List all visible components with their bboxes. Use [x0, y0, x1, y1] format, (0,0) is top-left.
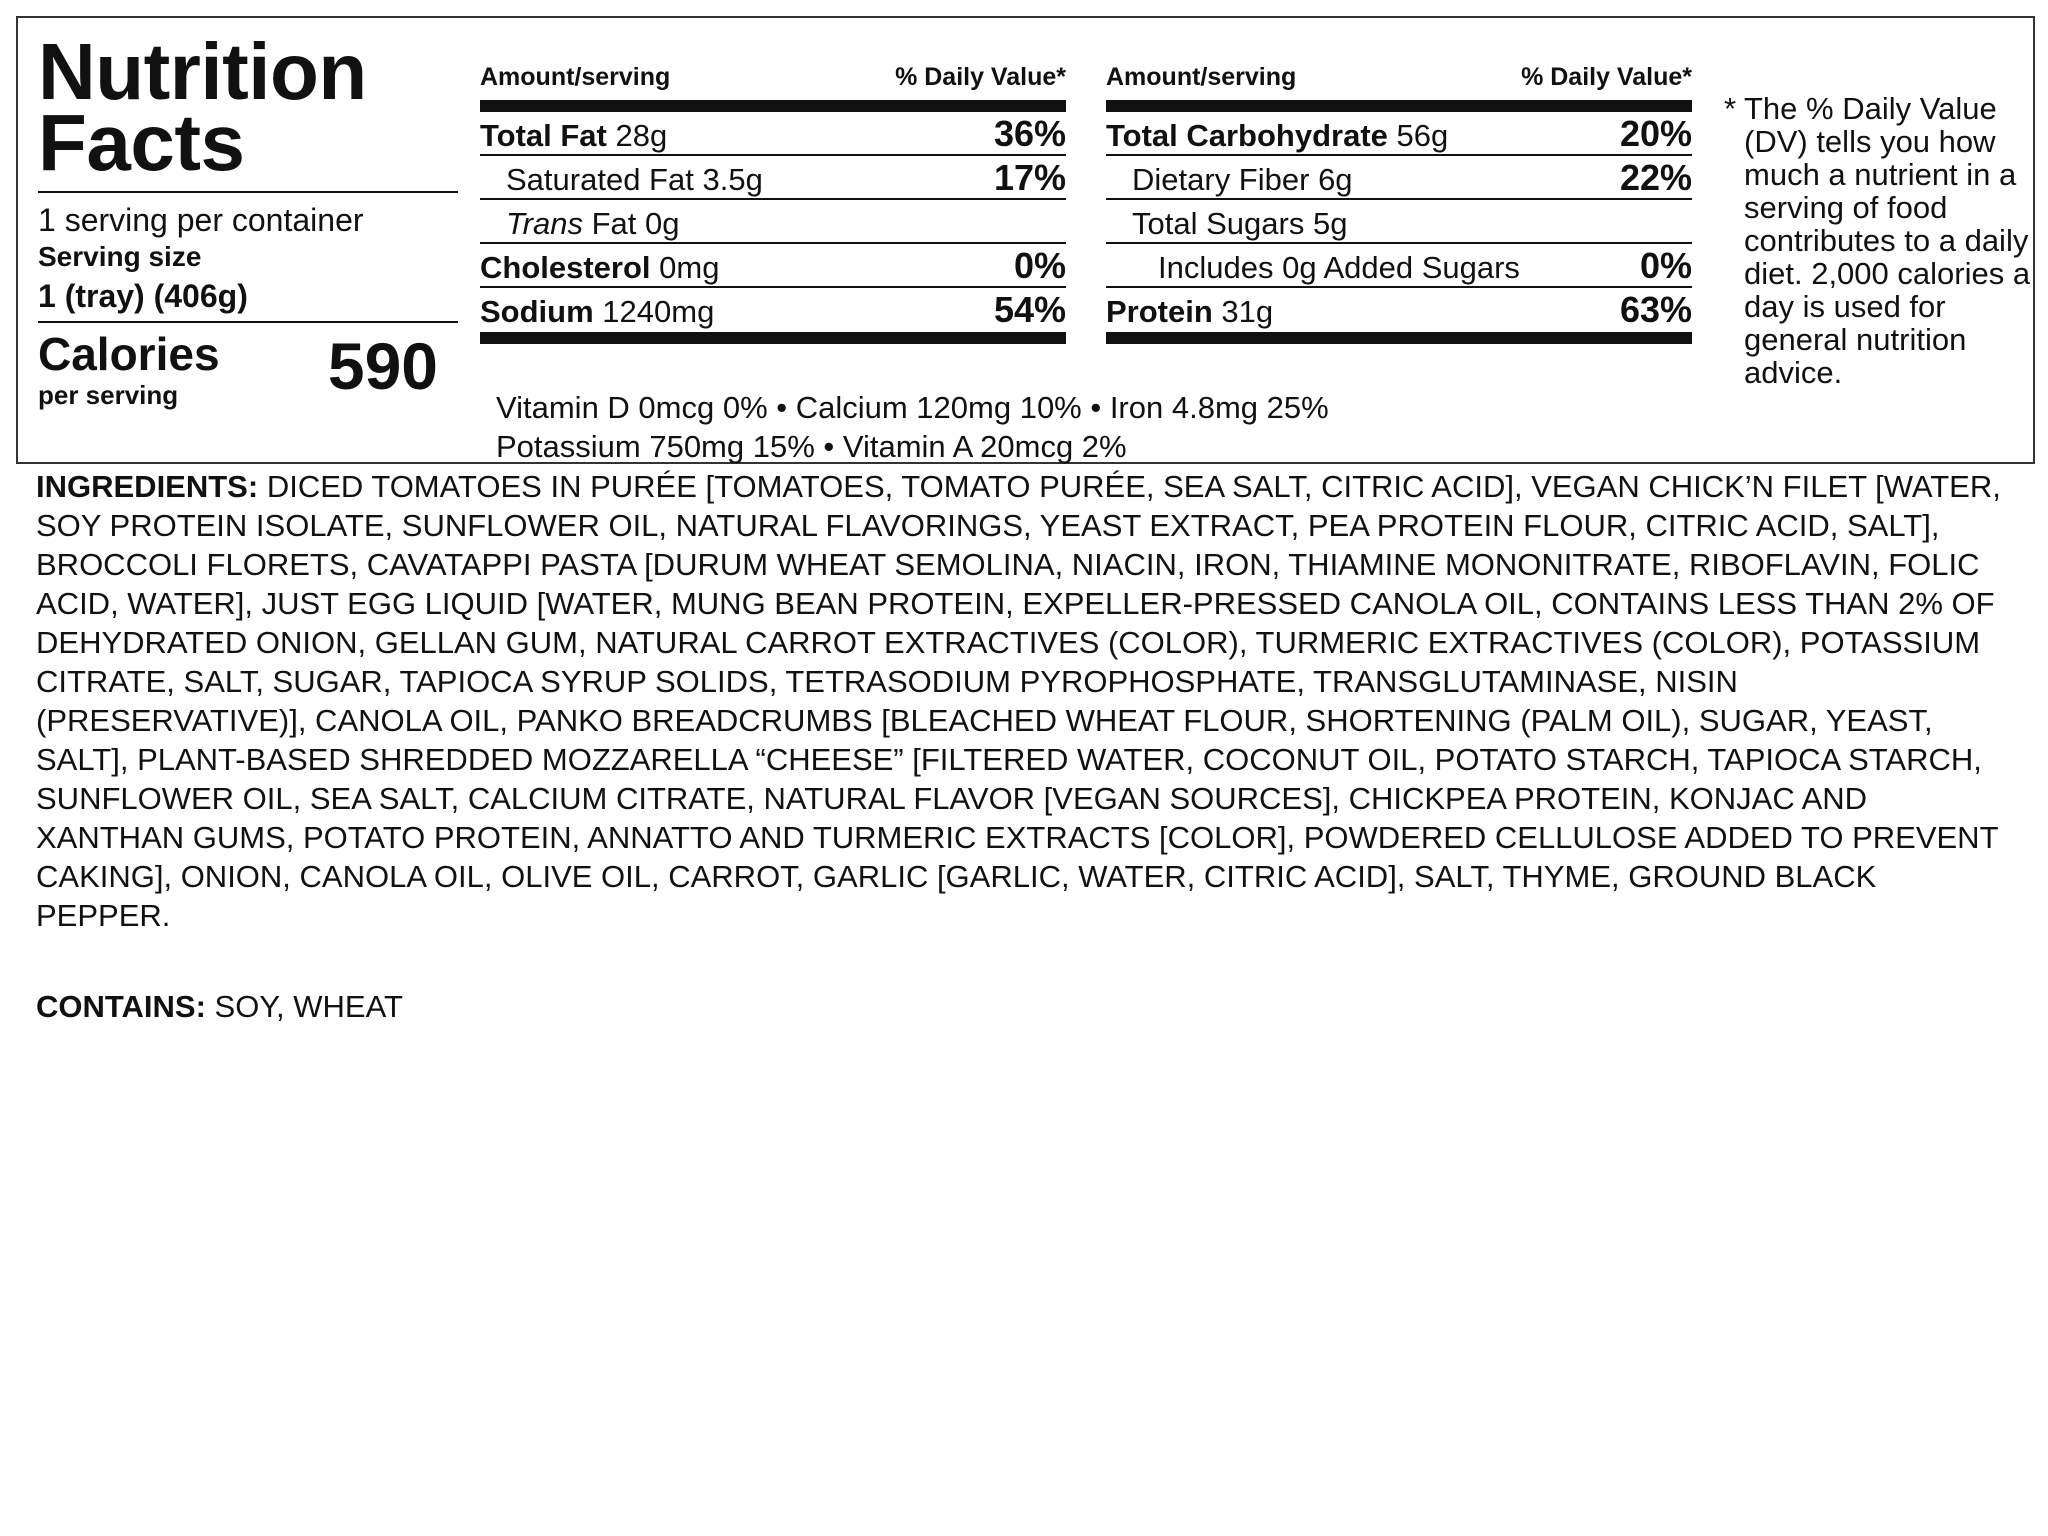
- thick-rule: [1106, 100, 1692, 112]
- contains-text: SOY, WHEAT: [214, 989, 403, 1024]
- vitamins-line-1: Vitamin D 0mcg 0% • Calcium 120mg 10% • Iron 4.8mg 25%: [496, 390, 1329, 425]
- nutrient-amount: 0mg: [659, 250, 720, 285]
- nutrient-amount: 6g: [1318, 162, 1353, 197]
- divider: [38, 191, 458, 193]
- ingredients-statement: [36, 467, 2016, 935]
- nutrient-name: Includes 0g Added Sugars: [1158, 250, 1520, 285]
- daily-value-footnote: [1724, 92, 2034, 389]
- daily-value-header: % Daily Value*: [1521, 63, 1692, 91]
- nutrient-amount: 0g: [645, 206, 680, 241]
- nutrient-column-left: [480, 60, 1066, 344]
- nutrient-daily-value: 63%: [1619, 289, 1692, 330]
- calories-label: Calories: [38, 328, 220, 380]
- nutrient-amount: 56g: [1396, 118, 1449, 153]
- nutrient-name: Dietary Fiber: [1132, 162, 1310, 197]
- nutrient-daily-value: 22%: [1619, 157, 1692, 198]
- footnote-text: The % Daily Value (DV) tells you how much a nutrient in a serving of food contributes to a daily diet. 2,000 calories a day is used for general nutrition advice.: [1744, 91, 2031, 390]
- title-line-facts: Facts: [38, 98, 245, 187]
- nutrient-row-sodium: [480, 288, 1066, 332]
- title-line-nutrition: Nutrition: [38, 27, 367, 116]
- vitamins-minerals: [496, 388, 1329, 466]
- nutrient-name: Saturated Fat: [506, 162, 694, 197]
- nutrient-row-added-sugars: [1106, 244, 1692, 288]
- nutrient-row-total-fat: [480, 112, 1066, 156]
- nutrient-row-cholesterol: [480, 244, 1066, 288]
- vitamins-line-2: Potassium 750mg 15% • Vitamin A 20mcg 2%: [496, 429, 1127, 464]
- column-header: [480, 60, 1066, 94]
- contains-label: CONTAINS:: [36, 989, 206, 1024]
- nutrient-daily-value: 36%: [993, 113, 1066, 154]
- nutrient-daily-value: 54%: [993, 289, 1066, 330]
- nutrient-daily-value: 17%: [993, 157, 1066, 198]
- nutrient-row-trans-fat: [480, 200, 1066, 244]
- nutrient-name: Total Fat: [480, 118, 607, 153]
- nutrient-name: Protein: [1106, 294, 1213, 329]
- nutrient-row-total-sugars: [1106, 200, 1692, 244]
- nutrient-amount: 5g: [1312, 206, 1348, 241]
- nutrient-name: Sodium: [480, 294, 594, 329]
- ingredients-text: DICED TOMATOES IN PURÉE [TOMATOES, TOMATO PURÉE, SEA SALT, CITRIC ACID], VEGAN CHICK’N FILET [WATER, SOY PROTEIN ISOLATE, SUNFLOWER OIL, NATURAL FLAVORINGS, YEAST EXTRACT, PEA PROTEIN FLOUR, CITRIC ACID, SALT], BROCCOLI FLORETS, CAVATAPPI PASTA [DURUM WHEAT SEMOLINA, NIACIN, IRON, THIAMINE MONONITRATE, RIBOFLAVIN, FOLIC ACID, WATER], JUST EGG LIQUID [WATER, MUNG BEAN PROTEIN, EXPELLER-PRESSED CANOLA OIL, CONTAINS LESS THAN 2% OF DEHYDRATED ONION, GELLAN GUM, NATURAL CARROT EXTRACTIVES (COLOR), TURMERIC EXTRACTIVES (COLOR), POTASSIUM CITRATE, SALT, SUGAR, TAPIOCA SYRUP SOLIDS, TETRASODIUM PYROPHOSPHATE, TRANSGLUTAMINASE, NISIN (PRESERVATIVE)], CANOLA OIL, PANKO BREADCRUMBS [BLEACHED WHEAT FLOUR, SHORTENING (PALM OIL), SUGAR, YEAST, SALT], PLANT-BASED SHREDDED MOZZARELLA “CHEESE” [FILTERED WATER, COCONUT OIL, POTATO STARCH, TAPIOCA STARCH, SUNFLOWER OIL, SEA SALT, CALCIUM CITRATE, NATURAL FLAVOR [VEGAN SOURCES], CHICKPEA PROTEIN, KONJAC AND XANTHAN GUMS, POTATO PROTEIN, ANNATTO AND TURMERIC EXTRACTS [COLOR], POWDERED CELLULOSE ADDED TO PREVENT CAKING], ONION, CANOLA OIL, OLIVE OIL, CARROT, GARLIC [GARLIC, WATER, CITRIC ACID], SALT, THYME, GROUND BLACK PEPPER.: [36, 469, 2001, 933]
- per-serving-label: per serving: [38, 380, 179, 410]
- daily-value-header: % Daily Value*: [895, 63, 1066, 91]
- nutrient-name: Fat: [591, 206, 637, 241]
- nutrition-facts-title: [38, 27, 458, 187]
- allergen-statement: [36, 987, 403, 1026]
- nutrient-column-right: [1106, 60, 1692, 344]
- nutrient-row-dietary-fiber: [1106, 156, 1692, 200]
- nutrient-amount: 3.5g: [702, 162, 763, 197]
- nutrient-row-protein: [1106, 288, 1692, 332]
- nutrient-name-italic: Trans: [506, 206, 583, 241]
- nutrient-row-saturated-fat: [480, 156, 1066, 200]
- divider: [38, 321, 458, 323]
- nutrient-daily-value: 20%: [1619, 113, 1692, 154]
- nutrition-facts-panel: [16, 16, 2035, 464]
- nutrient-daily-value: 0%: [1639, 245, 1692, 286]
- servings-per-container: 1 serving per container: [38, 202, 364, 238]
- nutrient-name: Total Carbohydrate: [1106, 118, 1388, 153]
- nutrient-daily-value: 0%: [1013, 245, 1066, 286]
- ingredients-label: INGREDIENTS:: [36, 469, 259, 504]
- column-header: [1106, 60, 1692, 94]
- nutrient-name: Cholesterol: [480, 250, 651, 285]
- nutrient-row-total-carbohydrate: [1106, 112, 1692, 156]
- calories-value: 590: [327, 329, 438, 403]
- amount-serving-header: Amount/serving: [480, 63, 671, 91]
- nutrient-name: Total Sugars: [1132, 206, 1305, 241]
- thick-rule: [480, 100, 1066, 112]
- serving-size-value: 1 (tray) (406g): [38, 278, 248, 314]
- nutrient-amount: 31g: [1221, 294, 1274, 329]
- nutrient-amount: 28g: [615, 118, 668, 153]
- footnote-asterisk: *: [1724, 91, 1737, 126]
- serving-size-label: Serving size: [38, 241, 202, 272]
- amount-serving-header: Amount/serving: [1106, 63, 1297, 91]
- nutrient-amount: 1240mg: [602, 294, 715, 329]
